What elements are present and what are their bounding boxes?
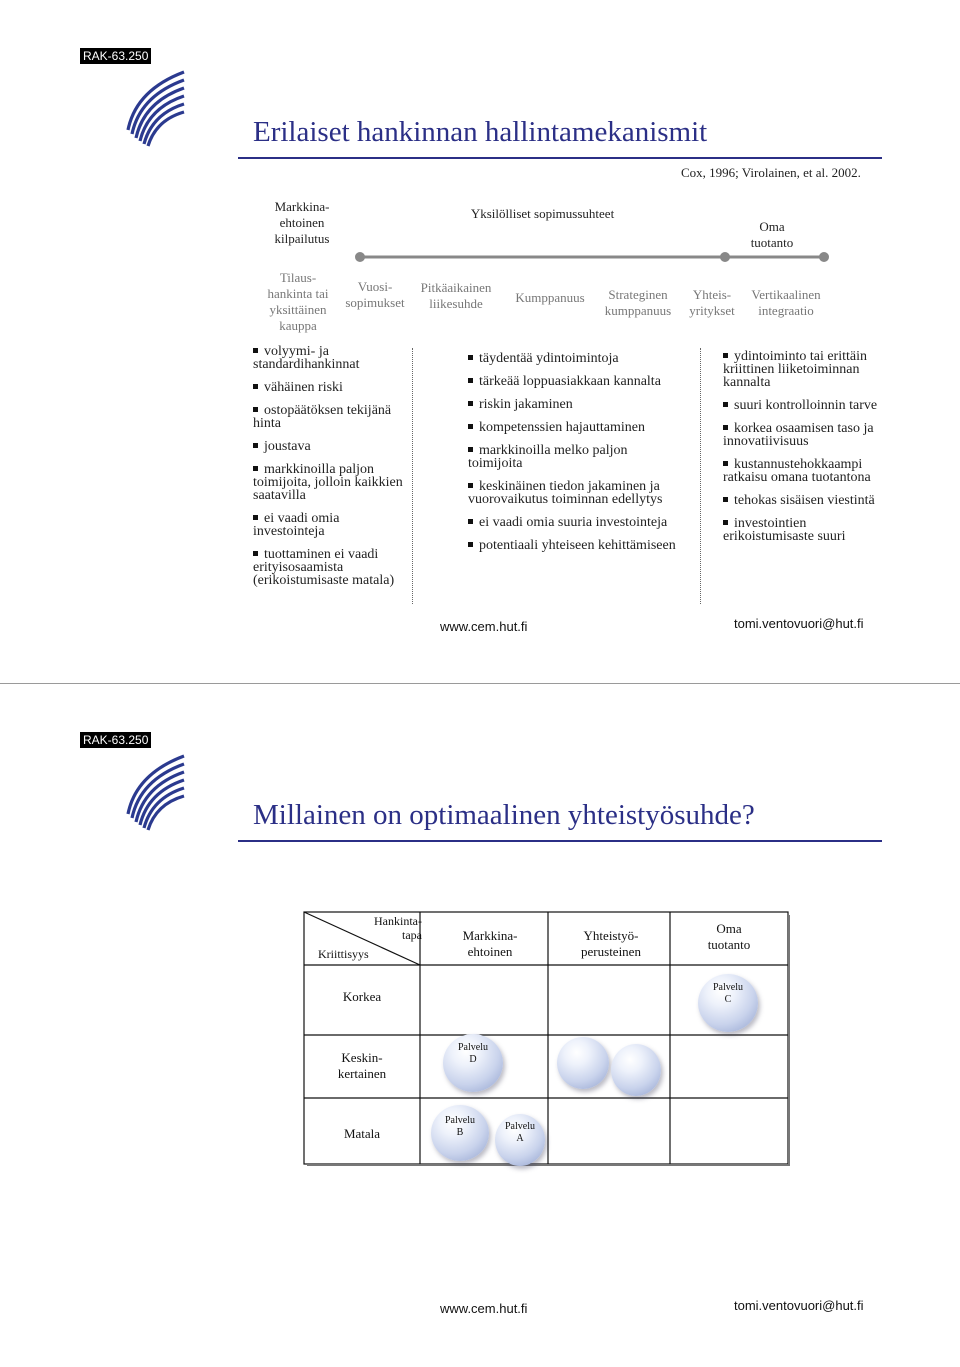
course-code-badge — [80, 732, 151, 748]
list-item: keskinäinen tiedon jakaminen ja vuorovaikutus toiminnan edellytys — [468, 480, 680, 506]
service-label: Palvelu C — [713, 982, 743, 1005]
column-header-market: Markkina- ehtoinen — [462, 928, 518, 959]
service-ball-d — [443, 1034, 503, 1092]
title-underline — [238, 840, 882, 842]
continuum-axis — [340, 250, 840, 264]
list-item: tärkeää loppuasiakkaan kannalta — [468, 375, 680, 388]
list-item: vähäinen riski — [253, 381, 405, 394]
service-ball-unlabeled — [557, 1037, 609, 1089]
category-long-term: Pitkäaikainen liikesuhde — [420, 280, 492, 311]
page-title: Erilaiset hankinnan hallintamekanismit — [253, 116, 708, 148]
row-header-medium: Keskin- kertainen — [337, 1050, 387, 1081]
category-joint-ventures: Yhteis- yritykset — [689, 287, 735, 318]
course-code: RAK-63.250 — [83, 49, 149, 63]
list-item: volyymi- ja standardihankinnat — [253, 345, 405, 371]
list-item: ostopäätöksen tekijänä hinta — [253, 404, 405, 430]
service-ball-b — [431, 1105, 489, 1161]
service-ball-a — [495, 1114, 545, 1166]
course-code-badge — [80, 48, 151, 64]
corner-label-criticality: Kriittisyys — [318, 947, 369, 961]
footer-website[interactable]: www.cem.hut.fi — [440, 1301, 528, 1316]
list-item: ydintoiminto tai erittäin kriittinen liiketoiminnan kannalta — [723, 350, 879, 389]
partnership-features-list — [468, 352, 680, 562]
source-citation: Cox, 1996; Virolainen, et al. 2002. — [681, 165, 861, 180]
axis-label-own: Oma tuotanto — [750, 219, 794, 250]
category-annual-contracts: Vuosi- sopimukset — [345, 279, 405, 310]
service-label: Palvelu D — [458, 1042, 488, 1065]
list-item: suuri kontrolloinnin tarve — [723, 399, 879, 412]
service-ball-c — [698, 974, 758, 1032]
axis-label-individual: Yksilölliset sopimussuhteet — [470, 206, 615, 221]
footer-website[interactable]: www.cem.hut.fi — [440, 619, 528, 634]
page-title: Millainen on optimaalinen yhteistyösuhde? — [253, 799, 755, 831]
list-item: korkea osaamisen taso ja innovatiivisuus — [723, 422, 879, 448]
list-item: markkinoilla melko paljon toimijoita — [468, 444, 680, 470]
category-partnership: Kumppanuus — [515, 290, 585, 305]
list-item: täydentää ydintoimintoja — [468, 352, 680, 365]
corner-label-procurement: Hankinta- tapa — [374, 914, 422, 942]
slide-2 — [0, 684, 960, 1367]
row-header-low: Matala — [343, 1126, 381, 1141]
footer-email[interactable]: tomi.ventovuori@hut.fi — [734, 1298, 864, 1313]
category-spot-purchase: Tilaus- hankinta tai yksittäinen kauppa — [267, 270, 329, 333]
list-item: potentiaali yhteiseen kehittämiseen — [468, 539, 680, 552]
list-item: tuottaminen ei vaadi erityisosaamista (erikoistumisaste matala) — [253, 548, 405, 587]
list-item: kustannustehokkaampi ratkaisu omana tuotantona — [723, 458, 879, 484]
category-strategic-partnership: Strateginen kumppanuus — [604, 287, 672, 318]
column-divider — [700, 348, 701, 604]
axis-label-market: Markkina- ehtoinen kilpailutus — [274, 199, 330, 246]
column-header-own: Oma tuotanto — [707, 921, 751, 952]
university-logo-icon — [118, 752, 190, 832]
category-vertical-integration: Vertikaalinen integraatio — [751, 287, 821, 318]
list-item: joustava — [253, 440, 405, 453]
market-features-list — [253, 345, 405, 597]
list-item: markkinoilla paljon toimijoita, jolloin kaikkien saatavilla — [253, 463, 405, 502]
title-underline — [238, 157, 882, 159]
service-label: Palvelu A — [505, 1121, 535, 1144]
list-item: investointien erikoistumisaste suuri — [723, 517, 879, 543]
service-ball-unlabeled — [611, 1044, 661, 1096]
list-item: ei vaadi omia suuria investointeja — [468, 516, 680, 529]
column-divider — [412, 348, 413, 604]
footer-email[interactable]: tomi.ventovuori@hut.fi — [734, 616, 864, 631]
university-logo-icon — [118, 68, 190, 148]
slide-1 — [0, 0, 960, 680]
list-item: riskin jakaminen — [468, 398, 680, 411]
list-item: kompetenssien hajauttaminen — [468, 421, 680, 434]
row-header-high: Korkea — [342, 989, 382, 1004]
list-item: ei vaadi omia investointeja — [253, 512, 405, 538]
list-item: tehokas sisäisen viestintä — [723, 494, 879, 507]
service-label: Palvelu B — [445, 1115, 475, 1138]
own-production-features-list — [723, 350, 879, 553]
column-header-cooperation: Yhteistyö- perusteinen — [581, 928, 641, 959]
course-code: RAK-63.250 — [83, 733, 149, 747]
